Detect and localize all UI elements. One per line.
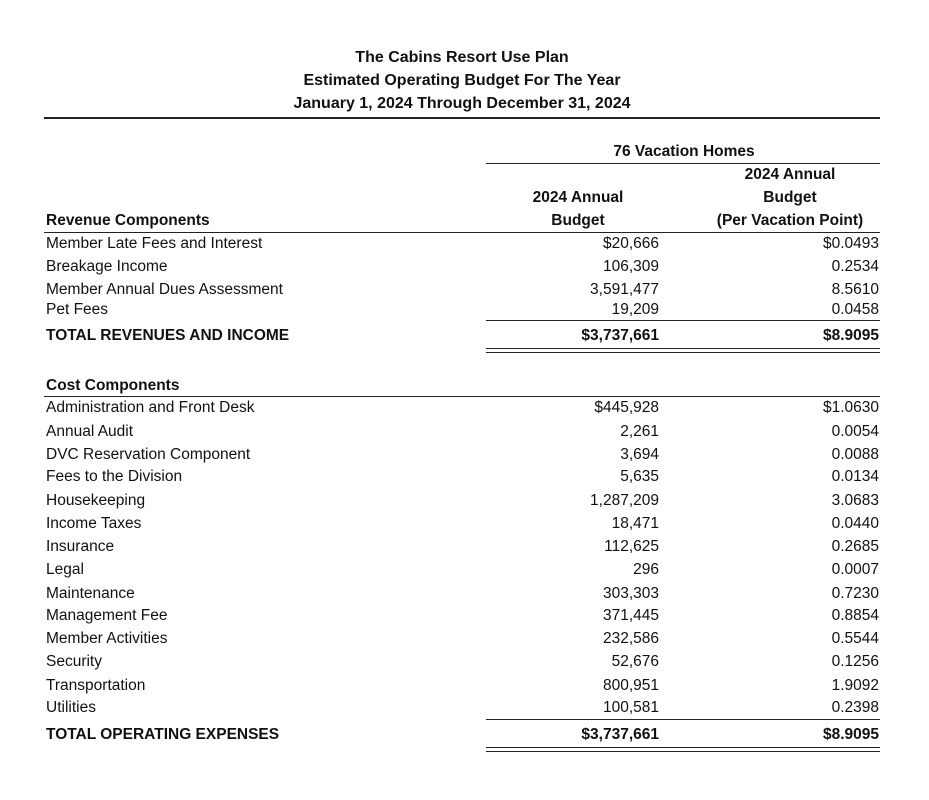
cost-heading: Cost Components <box>46 377 180 394</box>
column-group-header: 76 Vacation Homes <box>613 143 755 160</box>
cost-row-label: Member Activities <box>46 630 168 647</box>
revenue-total-per-point: $8.9095 <box>822 327 879 344</box>
cost-row-budget: 296 <box>633 561 659 578</box>
revenue-row-budget: $20,666 <box>602 235 659 252</box>
cost-row-label: Income Taxes <box>46 515 142 532</box>
cost-row-budget: 112,625 <box>604 538 659 555</box>
col2-header-line-2: Budget <box>763 189 817 206</box>
cost-row-label: Administration and Front Desk <box>46 399 255 416</box>
cost-row-budget: 52,676 <box>611 653 659 670</box>
col2-header-line-3: (Per Vacation Point) <box>716 212 864 229</box>
revenue-total-label: TOTAL REVENUES AND INCOME <box>46 327 290 344</box>
cost-row-budget: 800,951 <box>602 677 659 694</box>
revenue-header-rule <box>44 232 880 233</box>
cost-row-budget: $445,928 <box>594 399 659 416</box>
cost-row-label: DVC Reservation Component <box>46 446 251 463</box>
cost-total-per-point: $8.9095 <box>822 726 879 743</box>
cost-row-per-point: 1.9092 <box>831 677 879 694</box>
revenue-heading: Revenue Components <box>46 212 210 229</box>
revenue-row-per-point: 0.0458 <box>831 301 879 318</box>
cost-row-label: Transportation <box>46 677 146 694</box>
cost-row-per-point: 3.0683 <box>831 492 879 509</box>
cost-row-per-point: 0.5544 <box>831 630 879 647</box>
revenue-row-budget: 19,209 <box>611 301 659 318</box>
revenue-row-per-point: 0.2534 <box>831 258 879 275</box>
cost-row-per-point: 0.2398 <box>831 699 879 716</box>
cost-total-double-rule-bottom <box>486 751 880 752</box>
cost-header-rule <box>44 396 880 397</box>
cost-row-budget: 1,287,209 <box>590 492 659 509</box>
cost-row-budget: 2,261 <box>620 423 659 440</box>
revenue-total-double-rule-bottom <box>486 352 880 353</box>
cost-row-per-point: 0.7230 <box>831 585 879 602</box>
revenue-total-double-rule-top <box>486 348 880 349</box>
cost-row-per-point: 0.0054 <box>831 423 879 440</box>
revenue-row-budget: 106,309 <box>602 258 659 275</box>
cost-row-label: Annual Audit <box>46 423 134 440</box>
revenue-row-per-point: $0.0493 <box>822 235 879 252</box>
doc-title-line-3: January 1, 2024 Through December 31, 2024 <box>293 95 631 112</box>
title-rule <box>44 117 880 119</box>
cost-row-label: Fees to the Division <box>46 468 183 485</box>
cost-row-per-point: 0.0134 <box>831 468 879 485</box>
revenue-subtotal-rule <box>486 320 880 321</box>
col2-header-line-1: 2024 Annual <box>744 166 836 183</box>
revenue-row-label: Member Late Fees and Interest <box>46 235 263 252</box>
cost-row-per-point: $1.0630 <box>822 399 879 416</box>
cost-row-budget: 5,635 <box>620 468 659 485</box>
doc-title-line-1: The Cabins Resort Use Plan <box>355 49 569 66</box>
cost-subtotal-rule <box>486 719 880 720</box>
cost-row-label: Insurance <box>46 538 115 555</box>
cost-row-per-point: 0.0007 <box>831 561 879 578</box>
cost-row-label: Maintenance <box>46 585 135 602</box>
cost-row-per-point: 0.0440 <box>831 515 879 532</box>
cost-total-label: TOTAL OPERATING EXPENSES <box>46 726 280 743</box>
revenue-row-label: Breakage Income <box>46 258 168 275</box>
column-group-rule <box>486 163 880 164</box>
cost-row-label: Management Fee <box>46 607 168 624</box>
col1-header-line-2: Budget <box>551 212 605 229</box>
cost-row-label: Legal <box>46 561 84 578</box>
doc-title-line-2: Estimated Operating Budget For The Year <box>303 72 621 89</box>
revenue-row-per-point: 8.5610 <box>831 281 879 298</box>
cost-row-per-point: 0.0088 <box>831 446 879 463</box>
cost-row-label: Utilities <box>46 699 96 716</box>
revenue-row-label: Member Annual Dues Assessment <box>46 281 283 298</box>
cost-total-budget: $3,737,661 <box>581 726 659 743</box>
cost-total-double-rule-top <box>486 747 880 748</box>
cost-row-budget: 303,303 <box>602 585 659 602</box>
cost-row-budget: 3,694 <box>620 446 659 463</box>
cost-row-label: Security <box>46 653 102 670</box>
cost-row-per-point: 0.2685 <box>831 538 879 555</box>
revenue-row-label: Pet Fees <box>46 301 109 318</box>
cost-row-budget: 100,581 <box>602 699 659 716</box>
revenue-total-budget: $3,737,661 <box>581 327 659 344</box>
cost-row-budget: 232,586 <box>602 630 659 647</box>
cost-row-per-point: 0.1256 <box>831 653 879 670</box>
col1-header-line-1: 2024 Annual <box>532 189 624 206</box>
cost-row-label: Housekeeping <box>46 492 146 509</box>
cost-row-budget: 371,445 <box>602 607 659 624</box>
cost-row-budget: 18,471 <box>611 515 659 532</box>
revenue-row-budget: 3,591,477 <box>590 281 659 298</box>
cost-row-per-point: 0.8854 <box>831 607 879 624</box>
